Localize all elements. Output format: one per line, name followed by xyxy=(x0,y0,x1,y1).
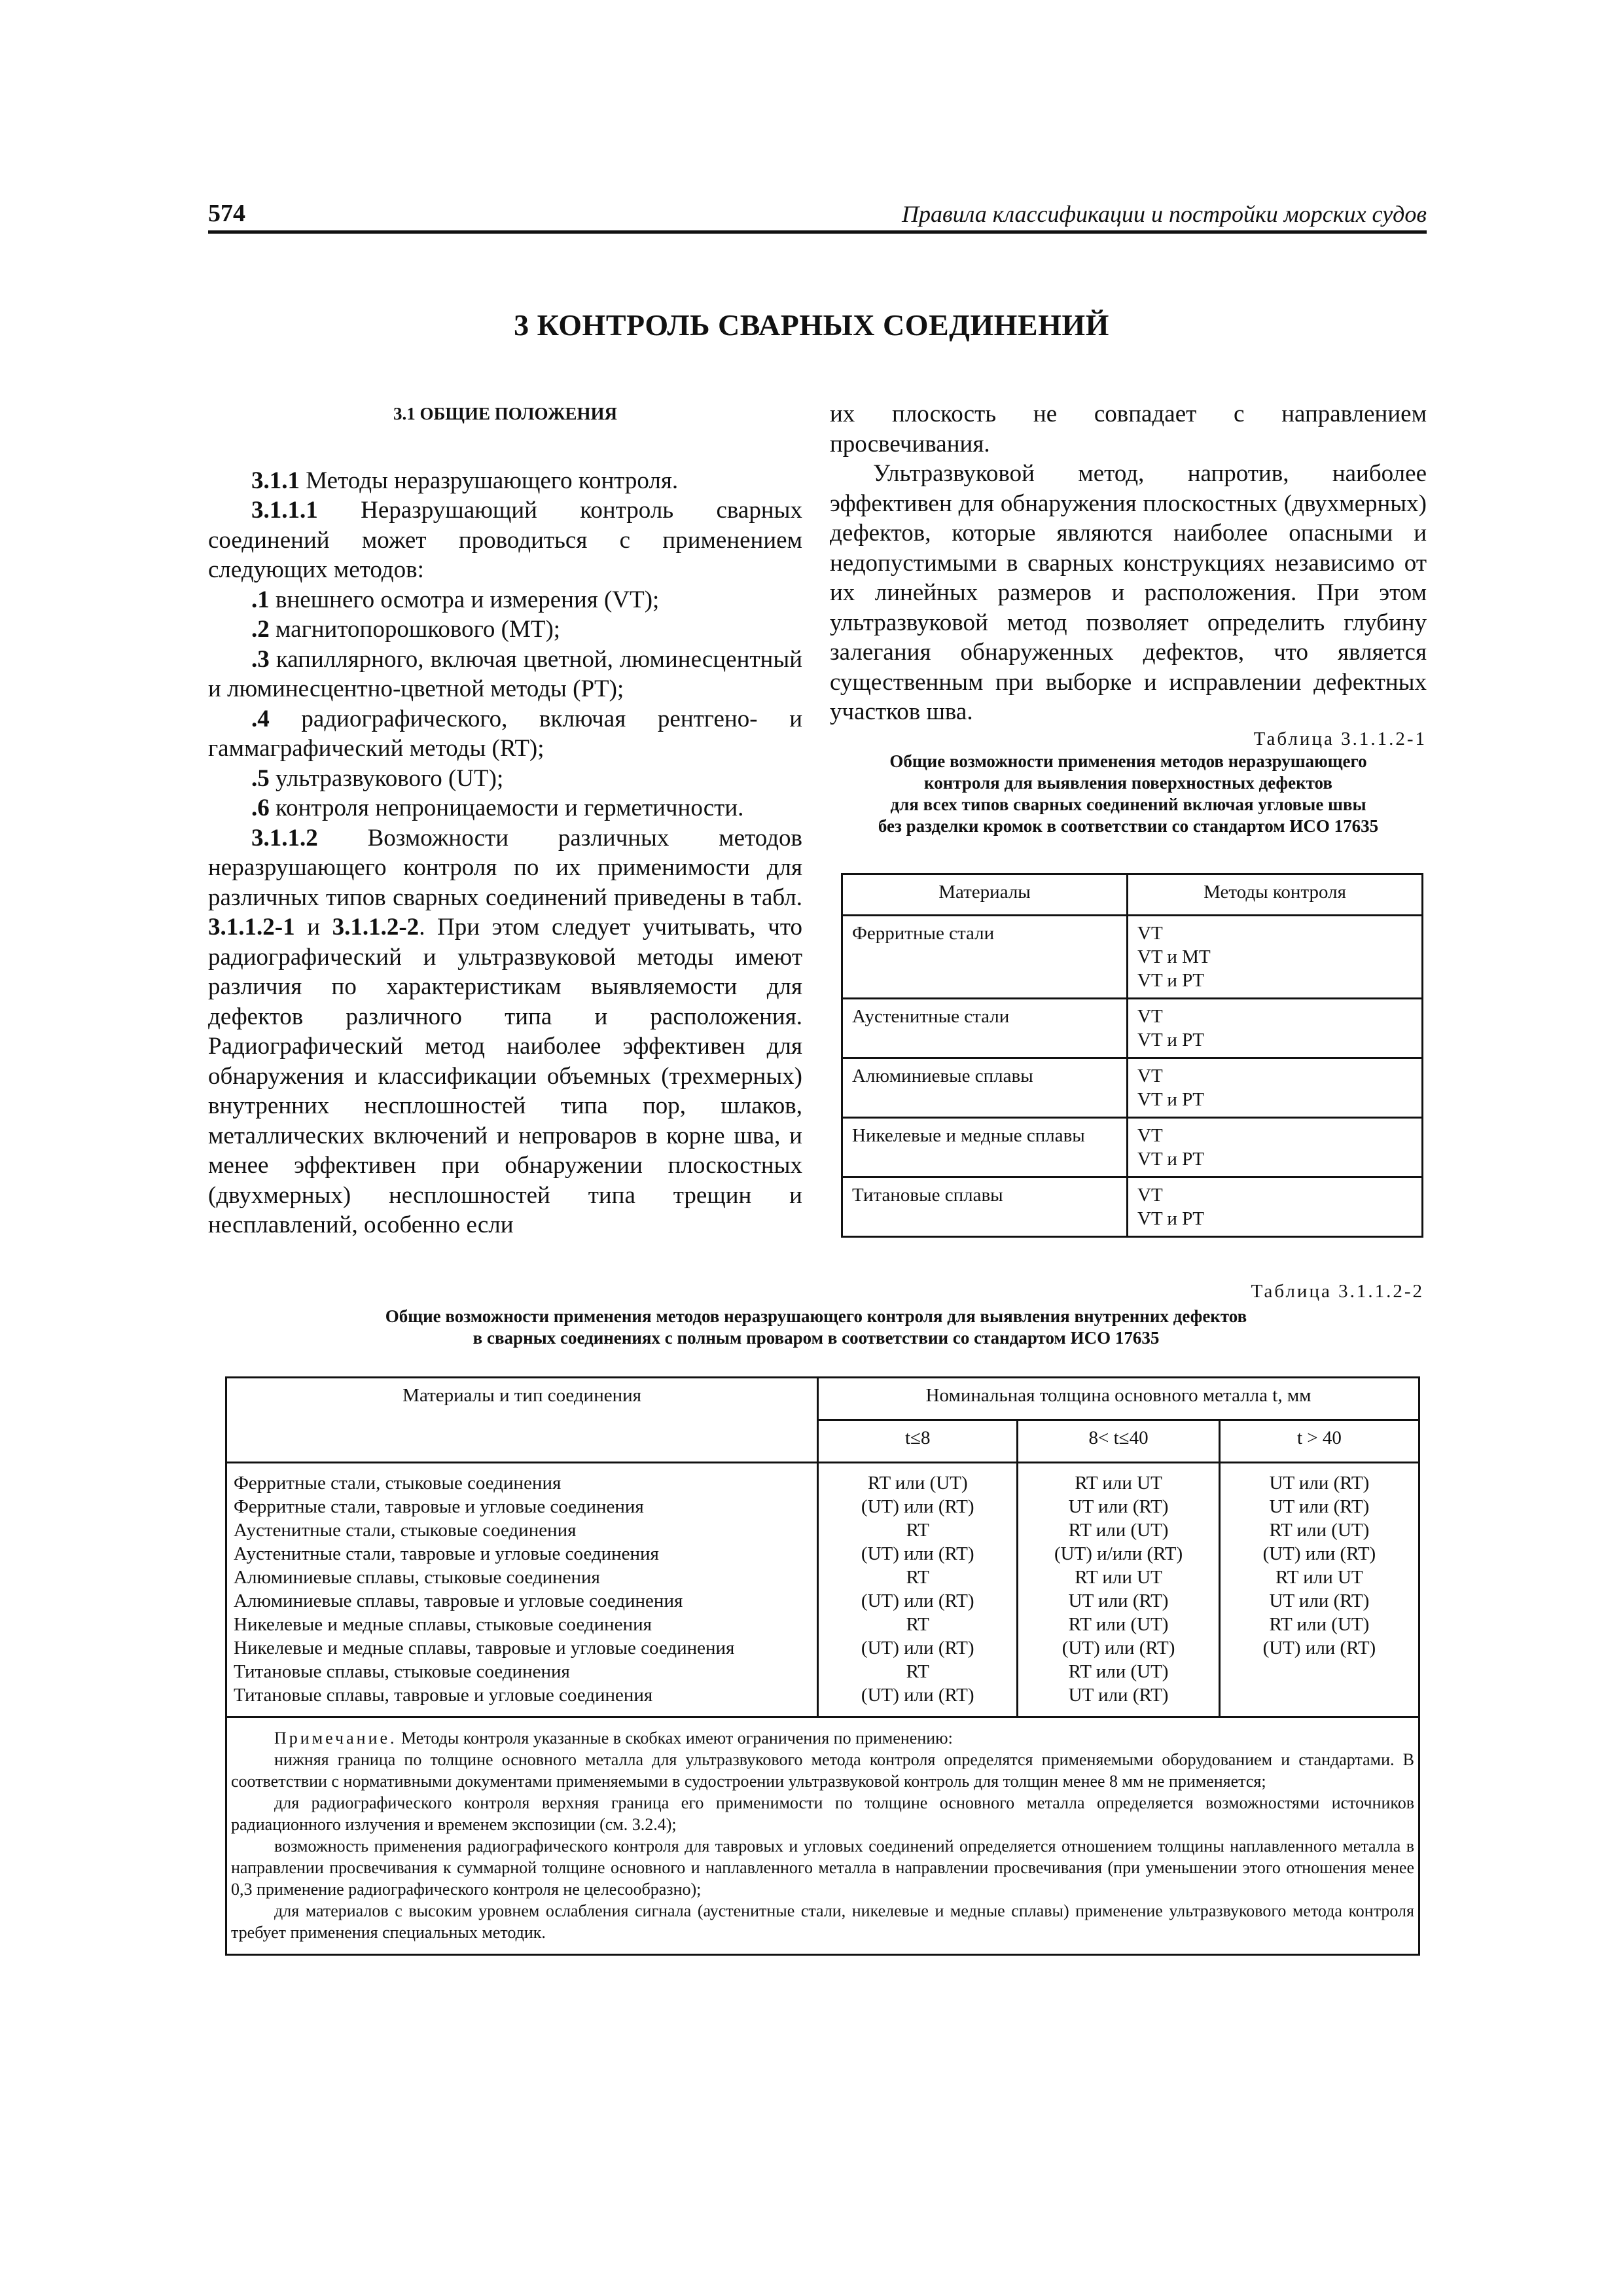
method-cell: (UT) и/или (RT) xyxy=(1054,1543,1183,1564)
list-item-number: .3 xyxy=(251,645,270,673)
note-label: Примечание. xyxy=(274,1729,397,1748)
list-item-text: контроля непроницаемости и герметичности. xyxy=(269,795,744,821)
left-column xyxy=(208,399,802,1240)
running-title: Правила классификации и постройки морских судов xyxy=(902,201,1427,227)
table1-title-line: Общие возможности применения методов неразрушающего xyxy=(889,751,1367,771)
note-intro-text: Методы контроля указанные в скобках имеют ограничения по применению: xyxy=(397,1729,953,1748)
right-column xyxy=(830,399,1427,837)
table-row xyxy=(842,1118,1423,1177)
list-item-number: .2 xyxy=(251,616,270,643)
table-reference: 3.1.1.2-1 xyxy=(208,914,295,941)
paragraph-3-1-1-1 xyxy=(208,495,802,585)
table-cell-methods xyxy=(1128,999,1423,1058)
materials-column xyxy=(226,1463,818,1717)
list-item xyxy=(208,764,802,794)
method-line: VT и PT xyxy=(1137,1208,1204,1229)
note-item: для материалов с высоким уровнем ослабления сигнала (аустенитные стали, никелевые и медные сплавы) применение ультразвукового метода контроля требует применения специальных методик. xyxy=(231,1901,1414,1942)
page-header xyxy=(208,198,1427,234)
material-line: Титановые сплавы, тавровые и угловые соединения xyxy=(234,1685,653,1706)
clause-number: 3.1.1.1 xyxy=(251,497,318,524)
table1-label: Таблица 3.1.1.2-1 xyxy=(1253,728,1427,749)
method-cell: UT или (RT) xyxy=(1269,1590,1370,1611)
paragraph-3-1-1 xyxy=(208,466,802,496)
material-line: Алюминиевые сплавы, стыковые соединения xyxy=(234,1567,600,1588)
method-line: VT xyxy=(1137,1125,1163,1146)
table-cell-material: Никелевые и медные сплавы xyxy=(842,1118,1128,1177)
method-cell: UT или (RT) xyxy=(1068,1685,1169,1706)
column-t-gt-40 xyxy=(1219,1463,1419,1717)
material-line: Аустенитные стали, тавровые и угловые соединения xyxy=(234,1543,659,1564)
table-cell-material: Алюминиевые сплавы xyxy=(842,1058,1128,1118)
note-item: для радиографического контроля верхняя граница его применимости по толщине основного металла определяется возможностями источников радиационного излучения и временем экспозиции (см. 3.2.4); xyxy=(231,1793,1414,1834)
table-subheader-cell: t≤8 xyxy=(818,1420,1018,1463)
table-row xyxy=(842,916,1423,999)
method-cell: (UT) или (RT) xyxy=(1061,1638,1175,1659)
table-header-cell: Материалы xyxy=(842,874,1128,916)
method-cell: RT или (UT) xyxy=(1269,1520,1370,1541)
material-line: Ферритные стали, тавровые и угловые соединения xyxy=(234,1496,644,1517)
method-cell: (UT) или (RT) xyxy=(1262,1638,1376,1659)
material-line: Ферритные стали, стыковые соединения xyxy=(234,1473,562,1494)
method-cell: UT или (RT) xyxy=(1068,1590,1169,1611)
method-cell: RT или (UT) xyxy=(1068,1661,1169,1682)
chapter-title: 3 КОНТРОЛЬ СВАРНЫХ СОЕДИНЕНИЙ xyxy=(514,308,1109,342)
method-cell: RT или (UT) xyxy=(1269,1614,1370,1635)
list-item-text: ультразвукового (UT); xyxy=(269,764,504,792)
material-line: Титановые сплавы, стыковые соединения xyxy=(234,1661,570,1682)
list-item xyxy=(208,704,802,764)
table-note-row xyxy=(226,1717,1419,1955)
method-cell: RT xyxy=(906,1567,929,1588)
method-cell: RT xyxy=(906,1520,929,1541)
table-cell-methods xyxy=(1128,1118,1423,1177)
table1-title xyxy=(830,751,1427,837)
clause-text: и xyxy=(294,914,332,941)
page-number: 574 xyxy=(208,200,245,227)
list-item xyxy=(208,793,802,823)
clause-text: Неразрушающий контроль сварных соединений может проводиться с применением следующих методов: xyxy=(208,497,802,583)
method-cell: UT или (RT) xyxy=(1269,1473,1370,1494)
list-item-number: .6 xyxy=(251,795,270,821)
method-cell: UT или (RT) xyxy=(1068,1496,1169,1517)
table-row xyxy=(842,999,1423,1058)
paragraph-3-1-1-2 xyxy=(208,823,802,1240)
method-cell: RT или UT xyxy=(1075,1473,1162,1494)
list-item-number: .1 xyxy=(251,586,270,613)
list-item-number: .5 xyxy=(251,764,270,792)
table-cell-material: Ферритные стали xyxy=(842,916,1128,999)
table2-title xyxy=(208,1306,1424,1349)
material-line: Аустенитные стали, стыковые соединения xyxy=(234,1520,577,1541)
section-heading: 3.1 ОБЩИЕ ПОЛОЖЕНИЯ xyxy=(393,404,618,423)
material-line: Никелевые и медные сплавы, стыковые соединения xyxy=(234,1614,652,1635)
method-cell: RT или (UT) xyxy=(1068,1614,1169,1635)
method-cell: (UT) или (RT) xyxy=(861,1638,974,1659)
table1-title-line: для всех типов сварных соединений включая угловые швы xyxy=(890,794,1366,814)
table1-title-line: контроля для выявления поверхностных дефектов xyxy=(924,772,1332,793)
table-subheader-cell: 8< t≤40 xyxy=(1018,1420,1219,1463)
method-cell: RT или UT xyxy=(1075,1567,1162,1588)
table2-title-line: Общие возможности применения методов неразрушающего контроля для выявления внутренних дефектов xyxy=(385,1306,1247,1326)
method-line: VT xyxy=(1137,1006,1163,1027)
method-cell: RT или (UT) xyxy=(1068,1520,1169,1541)
table-reference: 3.1.1.2-2 xyxy=(332,914,419,941)
method-line: VT и МТ xyxy=(1137,946,1211,967)
table-header-cell: Методы контроля xyxy=(1128,874,1423,916)
method-cell: (UT) или (RT) xyxy=(861,1496,974,1517)
method-cell: (UT) или (RT) xyxy=(861,1590,974,1611)
table2-title-line: в сварных соединениях с полным проваром в соответствии со стандартом ИСО 17635 xyxy=(473,1328,1160,1348)
table-header-row xyxy=(226,1378,1419,1420)
method-cell: (UT) или (RT) xyxy=(861,1543,974,1564)
table1-title-line: без разделки кромок в соответствии со стандартом ИСО 17635 xyxy=(878,816,1379,836)
column-t-le-8 xyxy=(818,1463,1018,1717)
table-note xyxy=(226,1717,1419,1955)
paragraph-ultrasonic: Ультразвуковой метод, напротив, наиболее эффективен для обнаружения плоскостных (двухмерных) дефектов, которые являются наиболее опасными и недопустимыми в сварных конструкциях независимо от их линейных размеров и расположения. При этом ультразвуковой метод позволяет определить глубину залегания обнаруженных дефектов, что является существенным при выборке и исправлении дефектных участков шва. xyxy=(830,460,1427,725)
list-item xyxy=(208,585,802,615)
method-cell: RT или UT xyxy=(1275,1567,1363,1588)
list-item-number: .4 xyxy=(251,705,270,732)
material-line: Никелевые и медные сплавы, тавровые и угловые соединения xyxy=(234,1638,735,1659)
list-item-text: магнитопорошкового (МТ); xyxy=(269,616,561,643)
method-line: VT xyxy=(1137,1185,1163,1206)
list-item-text: капиллярного, включая цветной, люминесцентный и люминесцентно-цветной методы (PT); xyxy=(208,645,802,702)
table-header-cell: Материалы и тип соединения xyxy=(226,1378,818,1463)
table-header-row xyxy=(842,874,1423,916)
table-cell-methods xyxy=(1128,1058,1423,1118)
table2-label: Таблица 3.1.1.2-2 xyxy=(1251,1281,1424,1302)
method-cell: RT xyxy=(906,1661,929,1682)
clause-number: 3.1.1 xyxy=(251,467,300,494)
table-body-row xyxy=(226,1463,1419,1717)
list-item-text: радиографического, включая рентгено- и гаммаграфический методы (RT); xyxy=(208,705,802,762)
method-line: VT и PT xyxy=(1137,970,1204,991)
clause-text: Методы неразрушающего контроля. xyxy=(300,467,679,494)
method-cell: UT или (RT) xyxy=(1269,1496,1370,1517)
column-t-8-40 xyxy=(1018,1463,1219,1717)
method-cell: RT xyxy=(906,1614,929,1635)
clause-text: Возможности различных методов неразрушающего контроля по их применимости для различных типов сварных соединений приведены в табл. xyxy=(208,824,802,911)
table-row xyxy=(842,1058,1423,1118)
table-row xyxy=(842,1177,1423,1237)
table-header-cell: Номинальная толщина основного металла t, мм xyxy=(818,1378,1419,1420)
paragraph-continuation: их плоскость не совпадает с направлением просвечивания. xyxy=(830,401,1427,457)
method-line: VT и PT xyxy=(1137,1149,1204,1170)
table-cell-methods xyxy=(1128,1177,1423,1237)
table1 xyxy=(841,873,1423,1238)
table-cell-methods xyxy=(1128,916,1423,999)
note-item: возможность применения радиографического контроля для тавровых и угловых соединений определяется отношением толщины наплавленного металла в направлении просвечивания к суммарной толщине основного и наплавленного металла в направлении просвечивания (при уменьшении этого отношения менее 0,3 применение радиографического контроля не целесообразно); xyxy=(231,1837,1414,1899)
note-intro xyxy=(231,1727,1414,1749)
table-subheader-cell: t > 40 xyxy=(1219,1420,1419,1463)
method-line: VT и PT xyxy=(1137,1089,1204,1110)
table-cell-material: Аустенитные стали xyxy=(842,999,1128,1058)
table2 xyxy=(225,1376,1420,1956)
list-item xyxy=(208,645,802,704)
list-item-text: внешнего осмотра и измерения (VT); xyxy=(269,586,660,613)
material-line: Алюминиевые сплавы, тавровые и угловые соединения xyxy=(234,1590,683,1611)
method-cell: (UT) или (RT) xyxy=(1262,1543,1376,1564)
note-item: нижняя граница по толщине основного металла для ультразвукового метода контроля определятся применяемыми оборудованием и стандартами. В соответствии с нормативными документами применяемыми в судостроении ультразвуковой контроль для толщин менее 8 мм не применяется; xyxy=(231,1750,1414,1791)
method-line: VT xyxy=(1137,1066,1163,1086)
method-cell: RT или (UT) xyxy=(867,1473,968,1494)
clause-text: . При этом следует учитывать, что радиографический и ультразвуковой методы имеют различия по характеристикам выявляемости для дефектов различного типа и расположения. Радиографический метод наиболее эффективен для обнаружения и классификации объемных (трехмерных) внутренних несплошностей типа пор, шлаков, металлических включений и непроваров в корне шва, и менее эффективен при обнаружении плоскостных (двухмерных) несплошностей типа трещин и несплавлений, особенно если xyxy=(208,914,802,1238)
method-line: VT xyxy=(1137,923,1163,944)
clause-number: 3.1.1.2 xyxy=(251,824,318,852)
list-item xyxy=(208,615,802,645)
method-cell: (UT) или (RT) xyxy=(861,1685,974,1706)
table-cell-material: Титановые сплавы xyxy=(842,1177,1128,1237)
method-line: VT и PT xyxy=(1137,1030,1204,1050)
